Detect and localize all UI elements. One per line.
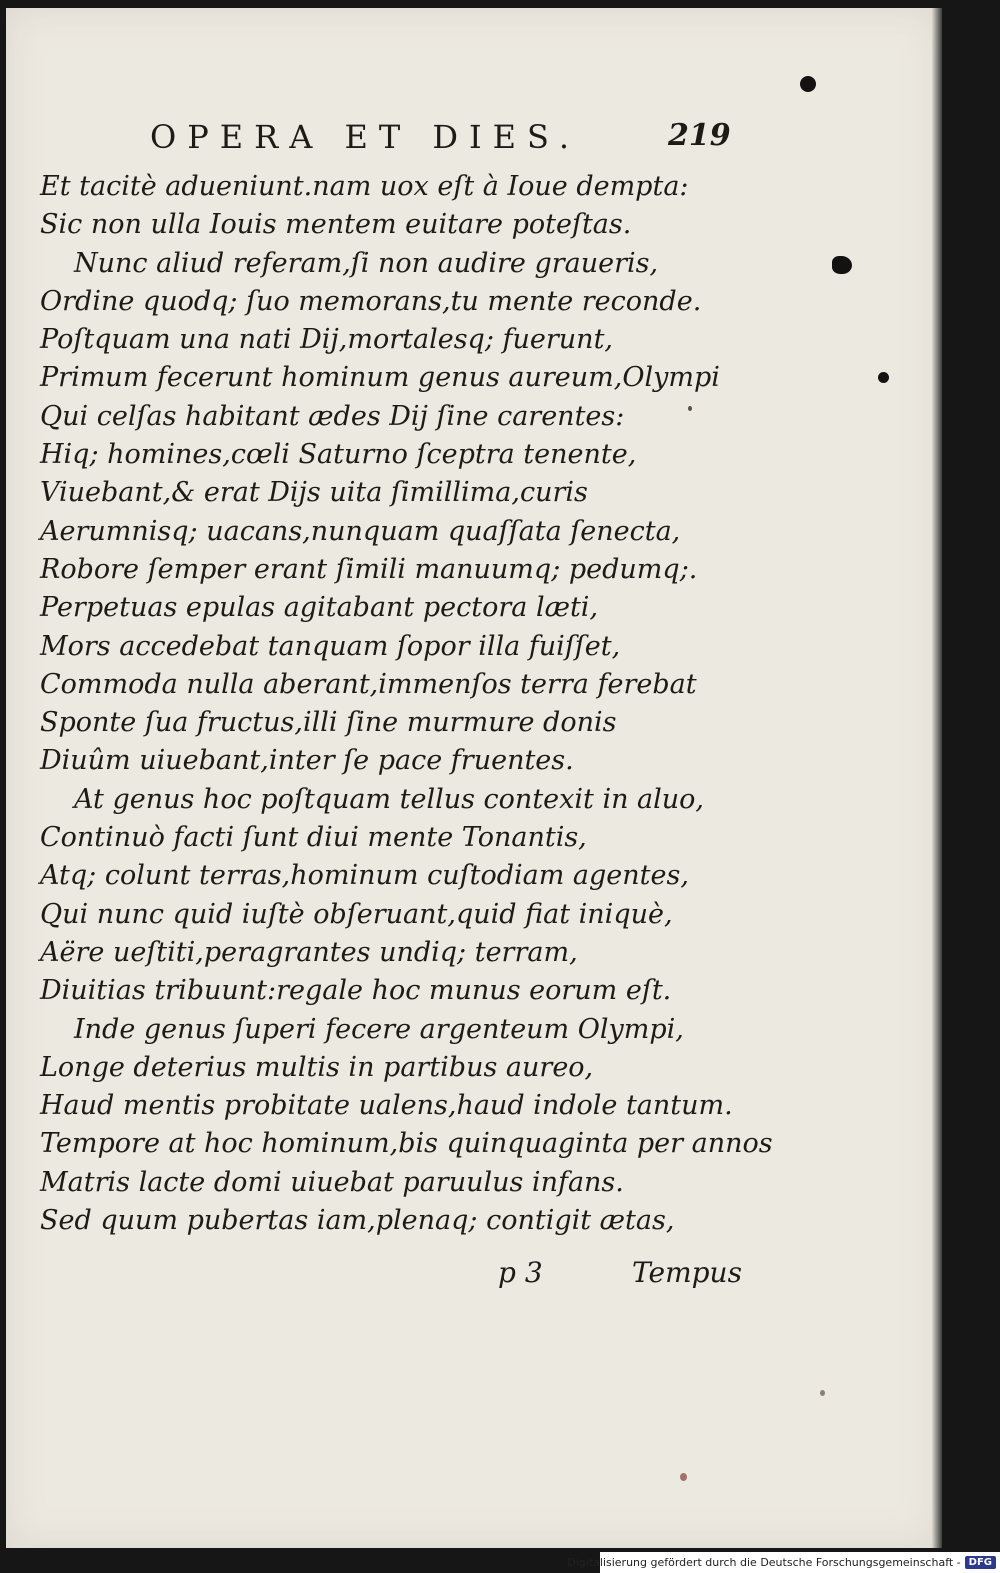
verse-line: Primum fecerunt hominum genus aureum,Olympi xyxy=(40,362,720,394)
ink-spot xyxy=(688,406,692,411)
verse-line: Qui celſas habitant ædes Dij ſine carentes: xyxy=(40,400,625,432)
verse-line: Aëre ueſtiti,peragrantes undiq; terram, xyxy=(40,936,578,968)
verse-line: Diuûm uiuebant,inter ſe pace fruentes. xyxy=(40,745,574,777)
verse-line: Ordine quodq; ſuo memorans,tu mente reconde. xyxy=(40,285,702,317)
verse-line: Diuitias tribuunt:regale hoc munus eorum eſt. xyxy=(40,975,672,1007)
verse-line: Commoda nulla aberant,immenſos terra ferebat xyxy=(40,668,697,700)
ink-spot xyxy=(820,1390,825,1396)
verse-text-block xyxy=(40,168,773,1240)
verse-line: Aerumnisq; uacans,nunquam quaſſata ſenecta, xyxy=(40,515,681,547)
verse-line: Continuò facti ſunt diui mente Tonantis, xyxy=(40,822,587,854)
ink-spot xyxy=(878,372,889,383)
ink-spot xyxy=(832,256,852,274)
verse-line: Sed quum pubertas iam,plenaq; contigit ætas, xyxy=(40,1205,675,1237)
verse-line: Mors accedebat tanquam ſopor illa fuiſſet, xyxy=(40,630,621,662)
verse-line: Poſtquam una nati Dij,mortalesq; fuerunt, xyxy=(40,324,613,356)
verse-line: Atq; colunt terras,hominum cuſtodiam agentes, xyxy=(40,860,689,892)
verse-line: At genus hoc poſtquam tellus contexit in aluo, xyxy=(74,783,705,815)
verse-line: Perpetuas epulas agitabant pectora læti, xyxy=(40,592,599,624)
catchword: Tempus xyxy=(632,1256,742,1289)
verse-line: Longe deterius multis in partibus aureo, xyxy=(40,1051,594,1083)
verse-line: Matris lacte domi uiuebat paruulus infans. xyxy=(40,1166,624,1198)
verse-line: Sponte ſua fructus,illi ſine murmure donis xyxy=(40,707,617,739)
verse-line: Sic non ulla Iouis mentem euitare poteſtas. xyxy=(40,209,632,241)
verse-line: Viuebant,& erat Dijs uita ſimillima,curis xyxy=(40,477,588,509)
verse-line: Inde genus ſuperi fecere argenteum Olympi, xyxy=(74,1013,684,1045)
verse-line: Haud mentis probitate ualens,haud indole tantum. xyxy=(40,1090,733,1122)
verse-line: Robore ſemper erant ſimili manuumq; pedumq;. xyxy=(40,553,698,585)
signature-mark: p 3 xyxy=(498,1256,543,1289)
digitization-notice-text: Digitalisierung gefördert durch die Deutsche Forschungsgemeinschaft - xyxy=(567,1556,961,1569)
page-edge xyxy=(932,8,942,1548)
ink-spot xyxy=(800,76,816,92)
verse-line: Qui nunc quid iuſtè obſeruant,quid fiat iniquè, xyxy=(40,898,673,930)
verse-line: Et tacitè adueniunt.nam uox eſt à Ioue dempta: xyxy=(40,171,689,202)
verse-line: Nunc aliud referam,ſi non audire graueris, xyxy=(74,247,659,279)
verse-line: Tempore at hoc hominum,bis quinquaginta per annos xyxy=(40,1128,773,1160)
verse-line: Hiq; homines,cœli Saturno ſceptra tenente, xyxy=(40,439,637,471)
page-number: 219 xyxy=(668,118,731,153)
dfg-logo: DFG xyxy=(965,1556,996,1569)
ink-spot xyxy=(680,1473,687,1481)
digitization-notice xyxy=(567,1552,1000,1573)
running-title: OPERA ET DIES. xyxy=(150,118,580,156)
